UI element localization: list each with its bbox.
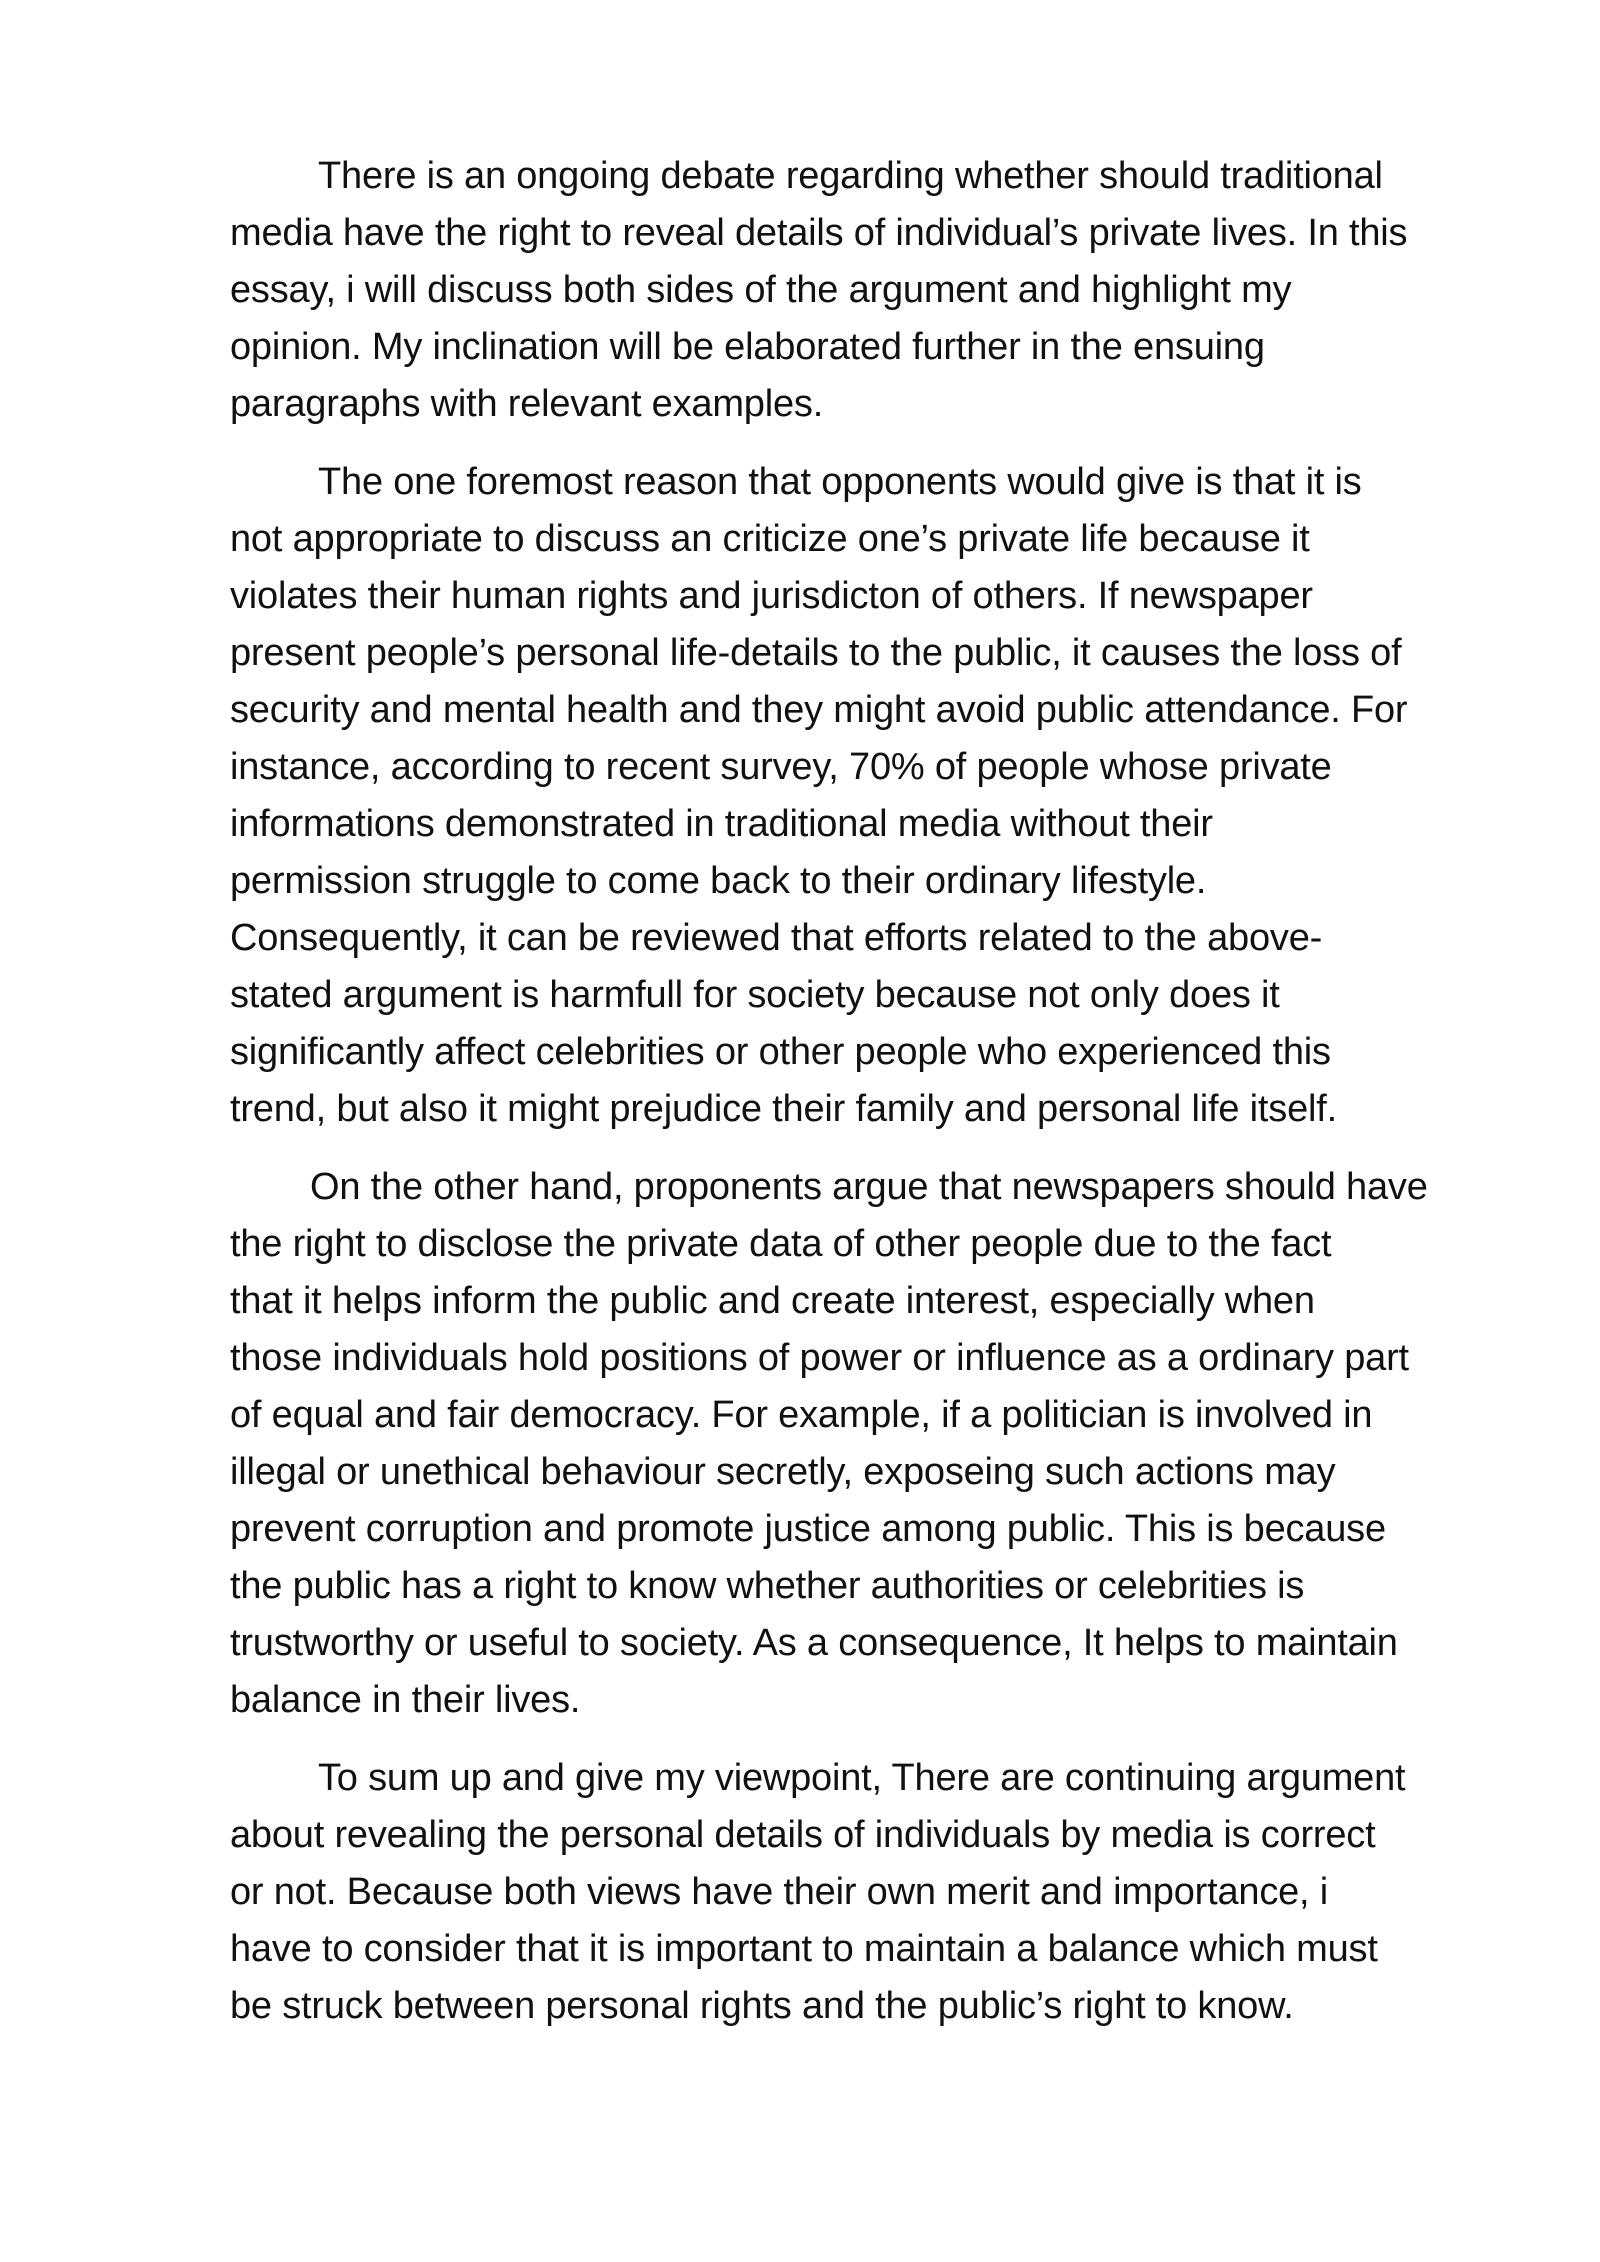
text-line: those individuals hold positions of power or influence as a ordinary part [230,1337,1409,1379]
text-line: violates their human rights and jurisdicton of others. If newspaper [230,575,1313,617]
text-line: paragraphs with relevant examples. [230,383,824,425]
text-line: On the other hand, proponents argue that newspapers should have [310,1166,1428,1208]
text-line: Consequently, it can be reviewed that efforts related to the above- [230,917,1323,959]
text-line: security and mental health and they might avoid public attendance. For [230,689,1408,731]
text-line: the right to disclose the private data of other people due to the fact [230,1223,1332,1265]
text-line: illegal or unethical behaviour secretly, exposeing such actions may [230,1451,1336,1493]
text-line: stated argument is harmfull for society because not only does it [230,974,1280,1016]
text-line: media have the right to reveal details of individual’s private lives. In this [230,212,1408,254]
text-line: essay, i will discuss both sides of the argument and highlight my [230,269,1292,311]
text-line: be struck between personal rights and the public’s right to know. [230,1985,1294,2027]
text-line: permission struggle to come back to their ordinary lifestyle. [230,860,1207,902]
essay-body [230,148,1520,2035]
text-line: significantly affect celebrities or other people who experienced this [230,1031,1331,1073]
text-line: To sum up and give my viewpoint, There are continuing argument [318,1757,1406,1799]
text-line: about revealing the personal details of individuals by media is correct [230,1814,1376,1856]
text-line: opinion. My inclination will be elaborated further in the ensuing [230,326,1265,368]
paragraph-conclusion [230,1750,1520,2035]
text-line: balance in their lives. [230,1679,581,1721]
paragraph-proponents [230,1159,1520,1729]
text-line: trustworthy or useful to society. As a consequence, It helps to maintain [230,1622,1398,1664]
text-line: of equal and fair democracy. For example, if a politician is involved in [230,1394,1373,1436]
text-line: that it helps inform the public and create interest, especially when [230,1280,1315,1322]
text-line: or not. Because both views have their own merit and importance, i [230,1871,1329,1913]
text-line: There is an ongoing debate regarding whether should traditional [318,155,1383,197]
text-line: informations demonstrated in traditional media without their [230,803,1213,845]
text-line: The one foremost reason that opponents would give is that it is [318,461,1362,503]
text-line: instance, according to recent survey, 70% of people whose private [230,746,1332,788]
text-line: trend, but also it might prejudice their family and personal life itself. [230,1088,1337,1130]
paragraph-introduction [230,148,1520,433]
text-line: prevent corruption and promote justice among public. This is because [230,1508,1386,1550]
paragraph-opponents [230,454,1520,1138]
text-line: the public has a right to know whether authorities or celebrities is [230,1565,1305,1607]
text-line: present people’s personal life-details to the public, it causes the loss of [230,632,1402,674]
text-line: not appropriate to discuss an criticize one’s private life because it [230,518,1310,560]
text-line: have to consider that it is important to maintain a balance which must [230,1928,1378,1970]
